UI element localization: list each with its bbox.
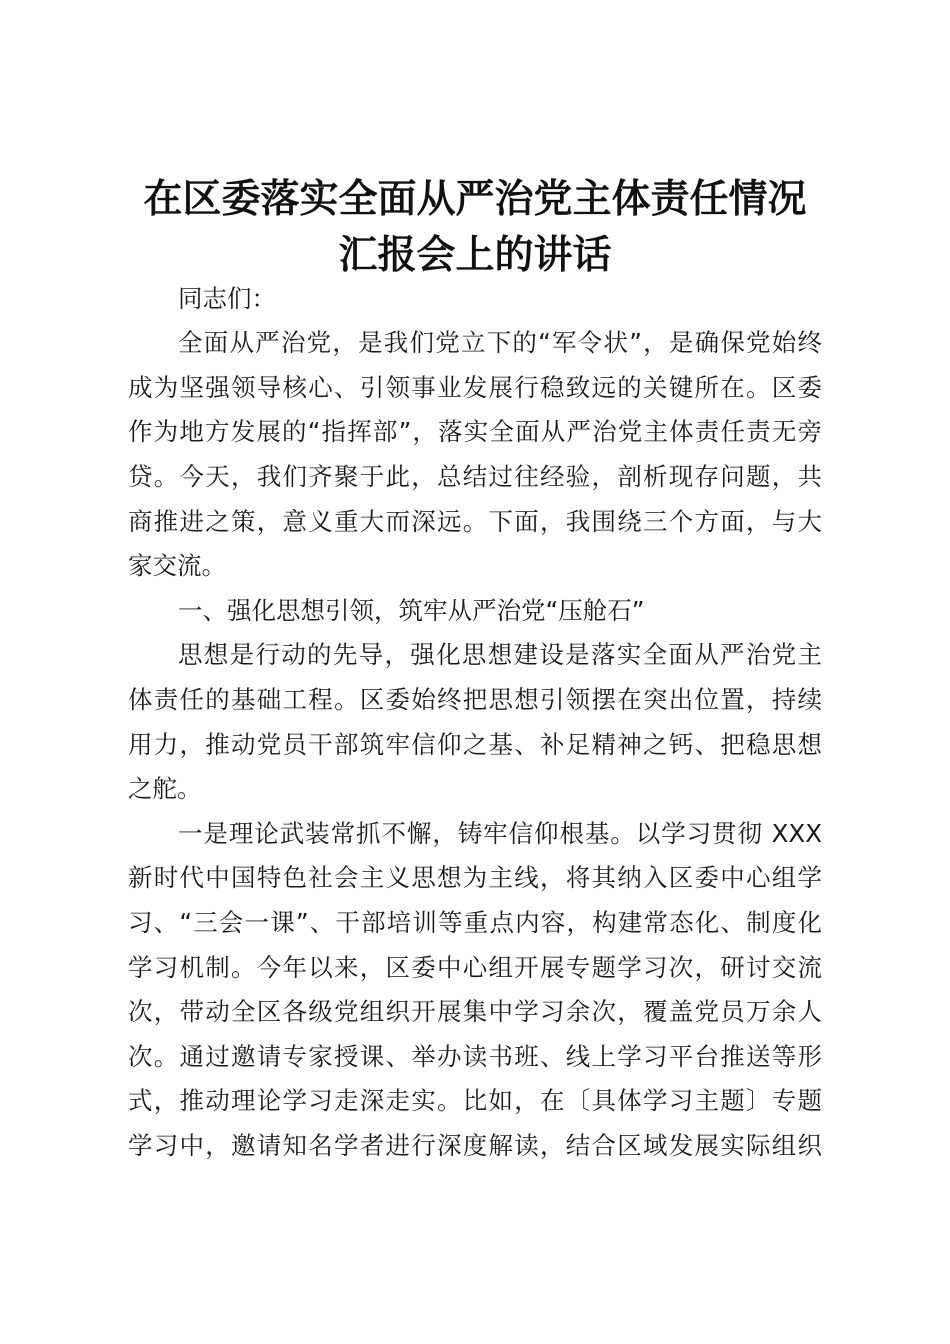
document-title-line-1: 在区委落实全面从严治党主体责任情况 xyxy=(143,176,807,222)
paragraph-line: 用力，推动党员干部筑牢信仰之基、补足精神之钙、把稳思想 xyxy=(128,730,822,759)
paragraph-line: 次。通过邀请专家授课、举办读书班、线上学习平台推送等形 xyxy=(128,1042,822,1071)
paragraph-line: 全面从严治党，是我们党立下的“军令状”，是确保党始终 xyxy=(178,328,822,357)
paragraph-line: 学习中，邀请知名学者进行深度解读，结合区域发展实际组织 xyxy=(128,1131,822,1160)
paragraph-line: 家交流。 xyxy=(128,551,226,580)
paragraph-line: 思想是行动的先导，强化思想建设是落实全面从严治党主 xyxy=(178,640,822,669)
paragraph-line: 商推进之策，意义重大而深远。下面，我围绕三个方面，与大 xyxy=(128,507,822,536)
paragraph-line: 学习机制。今年以来，区委中心组开展专题学习次，研讨交流 xyxy=(128,953,822,982)
paragraph-line: 体责任的基础工程。区委始终把思想引领摆在突出位置，持续 xyxy=(128,685,822,714)
document-title-line-2: 汇报会上的讲话 xyxy=(338,232,612,278)
paragraph-line: 新时代中国特色社会主义思想为主线，将其纳入区委中心组学 xyxy=(128,863,822,892)
paragraph-line: 一是理论武装常抓不懈，铸牢信仰根基。以学习贯彻 XXX xyxy=(178,819,822,848)
paragraph-line: 次，带动全区各级党组织开展集中学习余次，覆盖党员万余人 xyxy=(128,997,822,1026)
salutation: 同志们： xyxy=(178,284,276,313)
paragraph-line: 习、“三会一课”、干部培训等重点内容，构建常态化、制度化 xyxy=(128,908,822,937)
paragraph-line: 之舵。 xyxy=(128,774,202,803)
paragraph-line: 成为坚强领导核心、引领事业发展行稳致远的关键所在。区委 xyxy=(128,373,822,402)
section-heading: 一、强化思想引领，筑牢从严治党“压舱石” xyxy=(178,596,645,625)
paragraph-line: 作为地方发展的“指挥部”，落实全面从严治党主体责任责无旁 xyxy=(128,417,822,446)
paragraph-line: 式，推动理论学习走深走实。比如，在〔具体学习主题〕专题 xyxy=(128,1086,822,1115)
paragraph-line: 贷。今天，我们齐聚于此，总结过往经验，剖析现存问题，共 xyxy=(128,462,822,491)
